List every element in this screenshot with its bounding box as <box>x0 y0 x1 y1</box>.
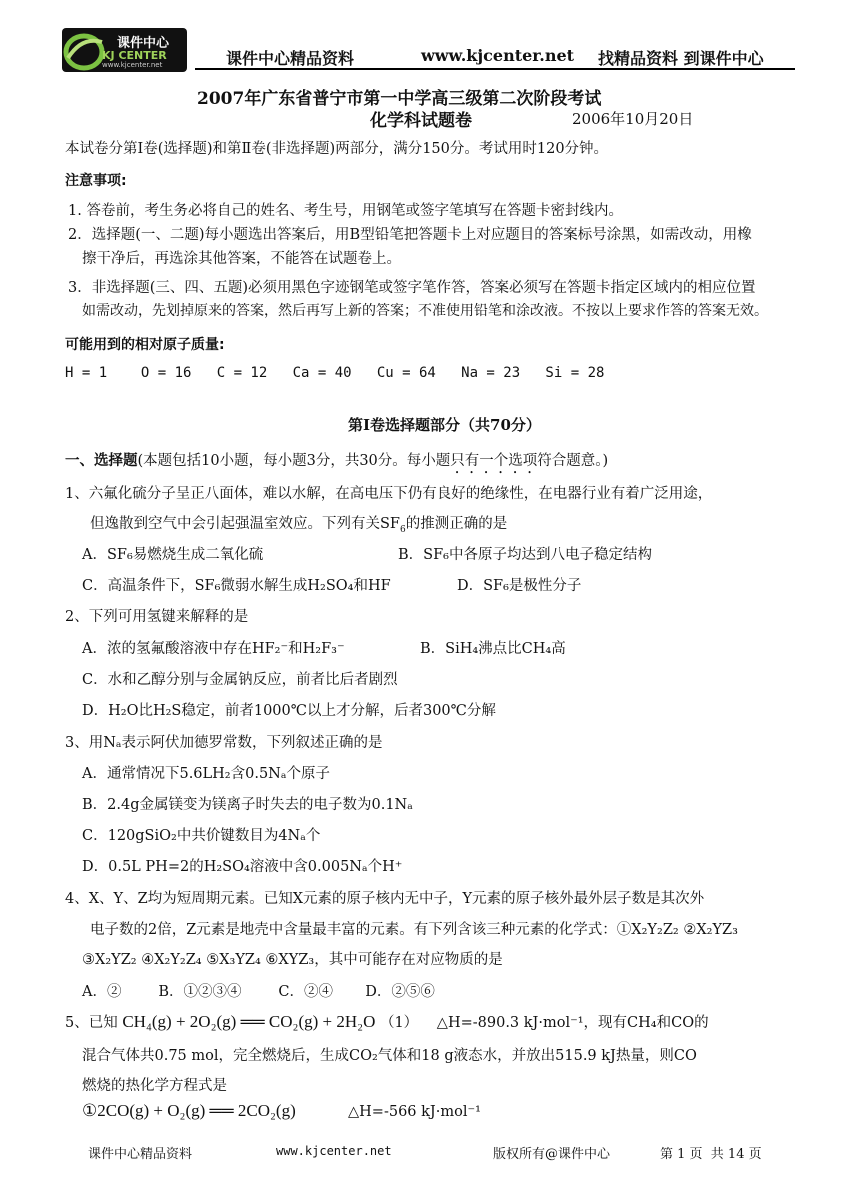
masses-values: H = 1 O = 16 C = 12 Ca = 40 Cu = 64 Na = 23 Si = 28 <box>65 365 605 381</box>
q5-stem-c: 燃烧的热化学方程式是 <box>82 1078 227 1094</box>
q3-option-b: B．2.4g金属镁变为镁离子时失去的电子数为0.1Nₐ <box>82 797 413 813</box>
exam-title: 2007年广东省普宁市第一中学高三级第二次阶段考试 <box>197 89 602 109</box>
q2-option-d: D．H₂O比H₂S稳定，前者1000℃以上才分解，后者300℃分解 <box>82 703 496 719</box>
q4-options: A．② B．①②③④ C．②④ D．②⑤⑥ <box>82 984 435 1000</box>
intro-text: 本试卷分第Ⅰ卷(选择题)和第Ⅱ卷(非选择题)两部分，满分150分。考试用时120分钟。 <box>65 141 609 157</box>
q4-stem-a: 4、X、Y、Z均为短周期元素。已知X元素的原子核内无中子，Y元素的原子核外最外层子数是其次外 <box>65 891 705 907</box>
q3-option-d: D．0.5L PH=2的H₂SO₄溶液中含0.005Nₐ个H⁺ <box>82 859 403 875</box>
q1-stem-b <box>90 512 507 535</box>
footer-left: 课件中心精品资料 <box>88 1147 193 1162</box>
header-rule <box>195 68 795 70</box>
logo-sub: KJ CENTER <box>102 49 167 62</box>
site-logo <box>62 28 187 72</box>
notes-heading: 注意事项: <box>65 173 127 189</box>
section-heading-bold: 一、选择题 <box>65 452 138 469</box>
q1-option-b: B．SF₆中各原子均达到八电子稳定结构 <box>398 547 652 563</box>
q4-stem-b: 电子数的2倍，Z元素是地壳中含量最丰富的元素。有下列含该三种元素的化学式：①X₂Y₂Z₂ ②X₂YZ₃ <box>90 922 738 938</box>
q1-stem-b-end: 的推测正确的是 <box>405 516 508 532</box>
q3-stem: 3、用Nₐ表示阿伏加德罗常数，下列叙述正确的是 <box>65 735 383 751</box>
q5-enthalpy: △H=-890.3 kJ·mol⁻¹，现有CH₄和CO的 <box>436 1015 709 1031</box>
q5-answer-enthalpy: △H=-566 kJ·mol⁻¹ <box>348 1104 481 1120</box>
q5-equation: CH₄(g) + 2O₂(g) ══ CO₂(g) + 2H₂O <box>122 1012 376 1031</box>
masses-heading: 可能用到的相对原子质量: <box>65 337 225 353</box>
footer-copyright: 版权所有@课件中心 <box>493 1147 611 1162</box>
q5-equation-label: （1） <box>379 1015 419 1031</box>
q1-stem-b-sub: 6 <box>400 524 406 535</box>
logo-url: www.kjcenter.net <box>102 61 163 69</box>
header-left-text: 课件中心精品资料 <box>226 49 355 68</box>
note-item-3b: 如需改动，先划掉原来的答案，然后再写上新的答案；不准使用铅笔和涂改液。不按以上要求作答的答案无效。 <box>82 303 768 319</box>
q3-option-a: A．通常情况下5.6LH₂含0.5Nₐ个原子 <box>82 766 330 782</box>
q1-option-c: C．高温条件下，SF₆微弱水解生成H₂SO₄和HF <box>82 578 391 594</box>
q5-stem-b: 混合气体共0.75 mol，完全燃烧后，生成CO₂气体和18 g液态水，并放出515.9 kJ热量，则CO <box>82 1048 697 1064</box>
note-item-2b: 擦干净后，再选涂其他答案，不能答在试题卷上。 <box>82 251 401 267</box>
q1-option-d: D．SF₆是极性分子 <box>457 578 582 594</box>
q2-option-a: A．浓的氢氟酸溶液中存在HF₂⁻和H₂F₃⁻ <box>82 641 345 657</box>
q4-stem-c: ③X₂YZ₂ ④X₂Y₂Z₄ ⑤X₃YZ₄ ⑥XYZ₃，其中可能存在对应物质的是 <box>82 952 503 968</box>
q5-stem-a <box>65 1011 709 1032</box>
section-heading-emph: 只有一个选项 <box>450 453 538 469</box>
q2-stem: 2、下列可用氢键来解释的是 <box>65 609 249 625</box>
note-item-2a: 2．选择题(一、二题)每小题选出答案后，用B型铅笔把答题卡上对应题目的答案标号涂黑，如需改动，用橡 <box>68 227 752 243</box>
footer-page-number: 第 1 页 共 14 页 <box>660 1147 762 1162</box>
note-item-3a: 3．非选择题(三、四、五题)必须用黑色字迹钢笔或签字笔作答，答案必须写在答题卡指定区域内的相应位置 <box>68 280 756 296</box>
note-item-1: 1. 答卷前，考生务必将自己的姓名、考生号，用钢笔或签字笔填写在答题卡密封线内。 <box>68 203 623 219</box>
section-heading-rest: (本题包括10小题，每小题3分，共30分。每小题 <box>137 453 451 469</box>
q3-option-c: C．120gSiO₂中共价键数目为4Nₐ个 <box>82 828 321 844</box>
q2-option-c: C．水和乙醇分别与金属钠反应，前者比后者剧烈 <box>82 672 398 688</box>
section-heading <box>65 449 608 477</box>
footer-site-link[interactable]: www.kjcenter.net <box>276 1144 392 1158</box>
section-title: 第Ⅰ卷选择题部分（共70分） <box>348 416 541 434</box>
header-right-text: 找精品资料 到课件中心 <box>598 49 764 68</box>
q2-option-b: B．SiH₄沸点比CH₄高 <box>420 641 566 657</box>
q5-stem-prefix: 5、已知 <box>65 1015 118 1031</box>
q5-answer-equation: ①2CO(g) + O₂(g) ══ 2CO₂(g) <box>82 1101 296 1120</box>
logo-text: 课件中心 <box>117 36 170 51</box>
header-site-link[interactable]: www.kjcenter.net <box>421 46 575 65</box>
section-heading-end: 符合题意。) <box>537 453 609 469</box>
q1-stem-a: 1、六氟化硫分子呈正八面体，难以水解，在高电压下仍有良好的绝缘性，在电器行业有着广泛用途， <box>65 486 713 502</box>
exam-subtitle: 化学科试题卷 <box>370 111 472 131</box>
q1-option-a: A．SF₆易燃烧生成二氧化硫 <box>82 547 264 563</box>
q1-stem-b-text: 但逸散到空气中会引起强温室效应。下列有关SF <box>90 516 400 532</box>
exam-date: 2006年10月20日 <box>572 110 694 128</box>
